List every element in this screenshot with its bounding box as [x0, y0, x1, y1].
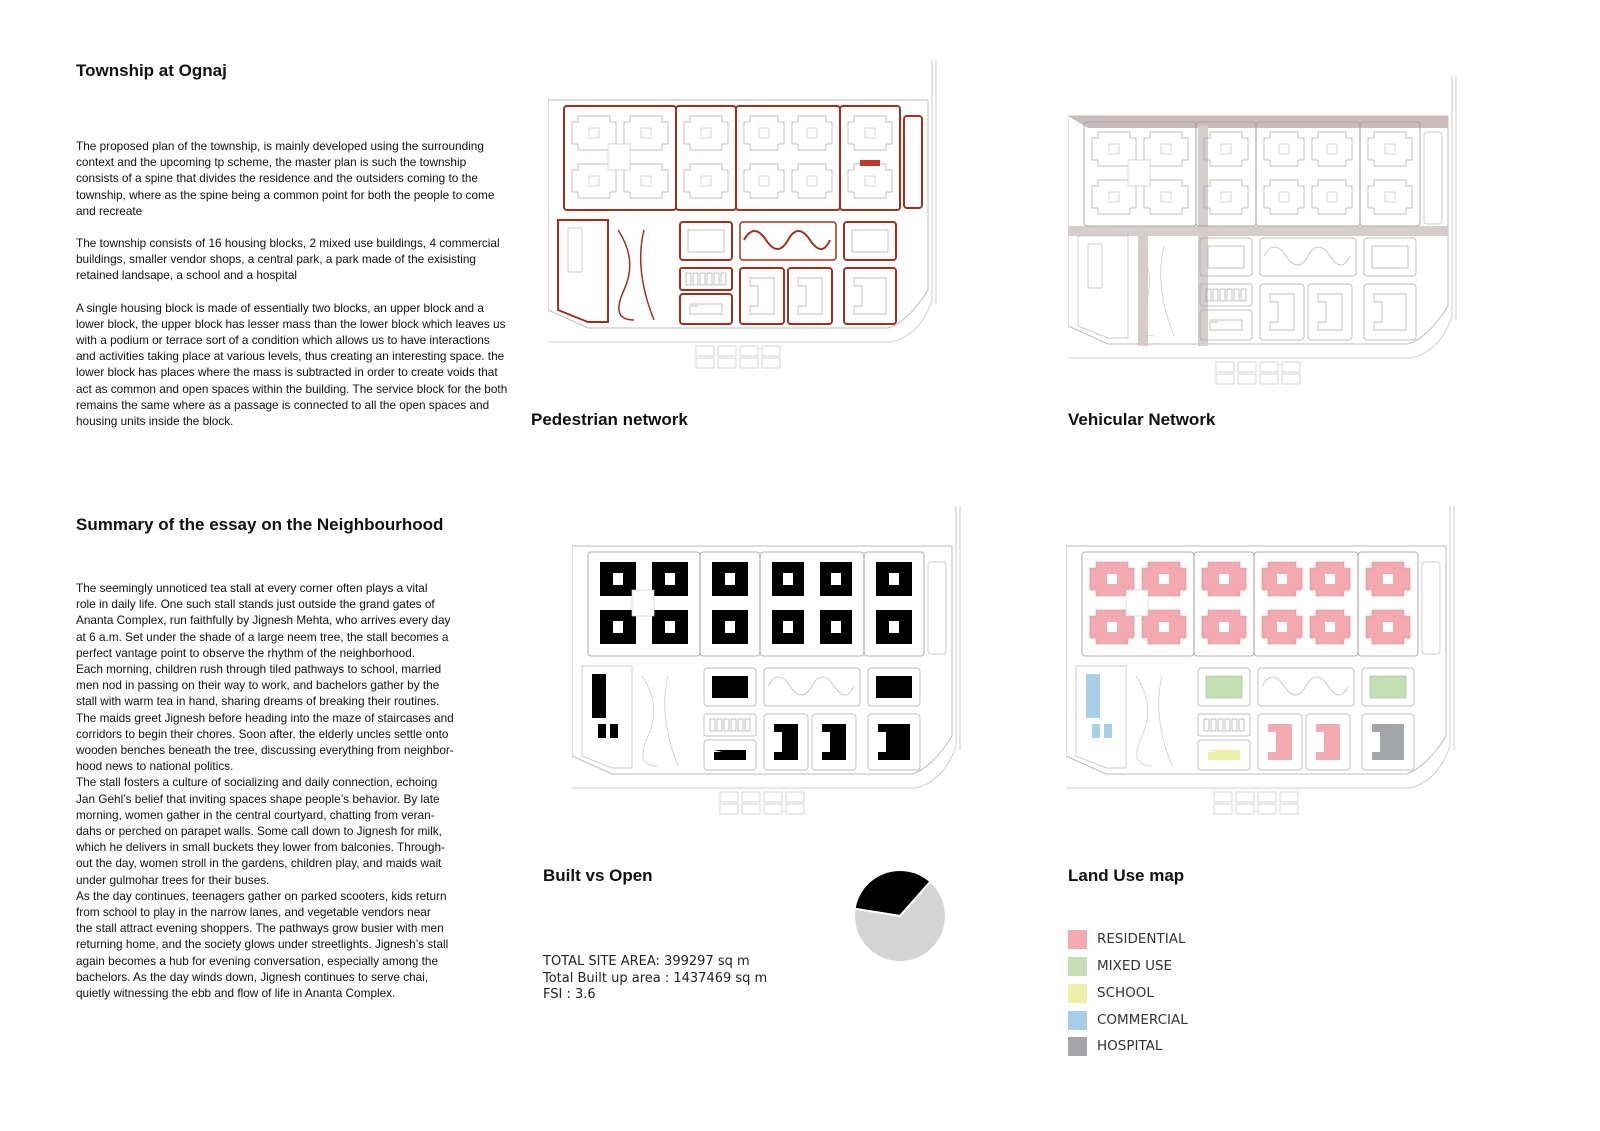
mixed-use-building	[1206, 676, 1242, 698]
vendor-shops-plot	[704, 714, 756, 736]
courtyard-void	[1325, 622, 1335, 632]
housing-block-group	[760, 552, 864, 656]
housing-unit-outline	[1368, 180, 1412, 214]
lower-building	[1208, 750, 1240, 760]
outbuilding	[1260, 374, 1278, 384]
courtyard-void	[1107, 574, 1117, 584]
housing-unit-outline	[1368, 132, 1412, 166]
landscape-path	[641, 230, 654, 320]
block-outline	[736, 106, 840, 210]
landscape-path	[665, 676, 678, 766]
vendor-shop	[721, 273, 726, 285]
outbuilding	[1258, 792, 1276, 802]
central-park-plot	[764, 668, 860, 706]
commercial-building	[1092, 724, 1100, 738]
vendor-shop	[1220, 289, 1225, 301]
lower-plot	[680, 294, 732, 324]
courtyard-outline	[1109, 144, 1119, 154]
land-use-plan	[1066, 506, 1486, 836]
outbuilding	[1238, 374, 1256, 384]
outbuilding	[786, 804, 804, 814]
lower-building	[822, 724, 846, 760]
landscape-path	[1159, 676, 1172, 766]
side-strip	[1424, 132, 1442, 224]
housing-block-group	[700, 552, 760, 656]
courtyard-outline	[701, 176, 711, 186]
courtyard-outline	[1279, 192, 1289, 202]
vehicular-network-plan	[1068, 76, 1488, 406]
built-vs-open-label: Built vs Open	[543, 866, 653, 885]
lower-building	[690, 304, 722, 314]
vehicular-network-label: Vehicular Network	[1068, 410, 1216, 429]
legend-label: RESIDENTIAL	[1097, 931, 1186, 947]
block-outline	[1360, 122, 1420, 226]
lower-building	[1316, 724, 1340, 760]
road-band	[1198, 126, 1208, 226]
vendor-shop	[724, 719, 729, 731]
housing-unit-outline	[744, 164, 784, 198]
vendor-shop	[1225, 719, 1230, 731]
township-paragraph-3: A single housing block is made of essentially two blocks, an upper block and a lower block, the upper block has lesser mass than the lower block which leaves us with a podium or terrace sort of a condition which allows us to have interactions and activities taking place at various levels, thus creating an interesting space. the lower block has places where the mass is subtracted in order to create voids that act as common and open spaces within the building. The service block for the both remains the same where as a passage is connected to all the open spaces and housing units inside the block.	[76, 300, 508, 429]
housing-block-group	[864, 552, 924, 656]
courtyard-outline	[865, 128, 875, 138]
courtyard-void	[1159, 622, 1169, 632]
outbuilding	[718, 358, 736, 368]
housing-unit-outline	[684, 164, 728, 198]
lower-building	[1372, 724, 1404, 760]
courtyard-outline	[1109, 192, 1119, 202]
township-paragraph-1: The proposed plan of the township, is mainly developed using the surrounding context and the upcoming tp scheme, the master plan is such the township consists of a spine that divides the residence and the outsiders coming to the township, where as the spine being a common point for both the people to come and recreate	[76, 139, 495, 218]
central-plaza	[1128, 160, 1150, 186]
outbuilding	[1216, 374, 1234, 384]
vendor-shop	[693, 273, 698, 285]
courtyard-outline	[865, 176, 875, 186]
legend-item-hospital	[1068, 1036, 1162, 1056]
commercial-building	[598, 724, 606, 738]
mixed-use-outline	[1372, 246, 1408, 268]
outbuilding	[696, 358, 714, 368]
lower-building	[1374, 294, 1406, 330]
legend-item-school	[1068, 983, 1154, 1003]
section-title-essay: Summary of the essay on the Neighbourhood	[76, 515, 444, 534]
road-band	[1198, 236, 1208, 346]
side-strip	[1422, 562, 1440, 654]
outbuilding	[762, 358, 780, 368]
mixed-use-building	[712, 676, 748, 698]
essay-text: The seemingly unnoticed tea stall at every corner often plays a vital role in daily life. One such stall stands just outside the grand gates of Ananta Complex, run faithfully by Jignesh Mehta, who arrives every day at 6 a.m. Set under the shade of a large neem tree, the stall becomes a perfect vantage point to observe the rhythm of the neighborhood. Each morning, children rush through tiled pathways to school, married men nod in passing on their way to work, and bachelors gather by the stall with warm tea in hand, sharing dreams of breaking their routines. The maids greet Jignesh before heading into the maze of staircases and corridors to begin their chores. Soon after, the elderly uncles settle onto wooden benches beneath the tree, discussing everything from neighbor- hood news to national politics. The stall fosters a culture of socializing and daily connection, echoing Jan Gehl’s belief that inviting spaces shape people’s behavior. By late morning, women gather in the central courtyard, chatting from veran- dahs or perched on parapet walls. Some call down to Jignesh for milk, which he delivers in small buckets they lower from balconies. Through- out the day, women stroll in the gardens, children play, and maids wait under gulmohar trees for their buses. As the day continues, teenagers gather on parked scooters, kids return from school to play in the narrow lanes, and vegetable vendors near the stall attract evening shoppers. The pathways grow busier with men returning home, and the society glows under streetlights. Jignesh’s stall again becomes a hub for evening conversation, especially among the bachelors. As the day winds down, Jignesh continues to serve chai, quietly witnessing the ebb and flow of life in Ananta Complex.	[76, 581, 454, 1001]
vendor-shop	[710, 719, 715, 731]
vendor-shop	[1241, 289, 1246, 301]
outbuilding	[1282, 374, 1300, 384]
legend-swatch	[1068, 957, 1087, 976]
housing-unit-outline	[684, 116, 728, 150]
courtyard-void	[665, 573, 675, 585]
housing-unit-outline	[792, 164, 832, 198]
courtyard-outline	[701, 128, 711, 138]
housing-unit-outline	[1144, 132, 1188, 166]
lower-plot	[740, 268, 784, 324]
lower-plot	[788, 268, 832, 324]
central-plaza	[608, 144, 630, 170]
mixed-use-building	[876, 676, 912, 698]
built-vs-open-plan	[572, 506, 992, 836]
central-park-plot	[1258, 668, 1354, 706]
commercial-building	[592, 674, 606, 718]
site-statistics	[543, 954, 767, 1004]
legend-label: COMMERCIAL	[1097, 1012, 1188, 1028]
commercial-building	[1086, 674, 1100, 718]
courtyard-outline	[1385, 192, 1395, 202]
landscape-path	[618, 230, 634, 320]
outbuilding	[1282, 362, 1300, 372]
fsi-value: FSI : 3.6	[543, 987, 596, 1002]
outbuilding	[1260, 362, 1278, 372]
courtyard-outline	[1385, 144, 1395, 154]
housing-unit-outline	[1204, 180, 1248, 214]
vendor-shop	[714, 273, 719, 285]
central-plaza	[1126, 590, 1148, 616]
central-park-path	[1264, 247, 1350, 265]
outbuilding	[742, 804, 760, 814]
outbuilding	[1214, 792, 1232, 802]
courtyard-outline	[1221, 144, 1231, 154]
courtyard-void	[1383, 622, 1393, 632]
courtyard-void	[783, 621, 793, 633]
mixed-use-outline	[688, 230, 724, 252]
commercial-outline	[568, 228, 582, 272]
vendor-shop	[700, 273, 705, 285]
site-boundary	[548, 100, 928, 328]
township-paragraph-2: The township consists of 16 housing blocks, 2 mixed use buildings, 4 commercial buildings, smaller vendor shops, a central park, a park made of the exisisting retained landsape, a school and a hospital	[76, 236, 500, 283]
courtyard-void	[613, 573, 623, 585]
vendor-shop	[745, 719, 750, 731]
housing-unit-outline	[1264, 132, 1304, 166]
vendor-shops-plot	[680, 268, 732, 290]
mixed-use-building	[1370, 676, 1406, 698]
outbuilding	[786, 792, 804, 802]
vendor-shop	[731, 719, 736, 731]
lower-building	[750, 278, 774, 314]
mixed-use-outline	[852, 230, 888, 252]
vendor-shop	[1204, 719, 1209, 731]
courtyard-void	[1277, 574, 1287, 584]
block-outline	[1256, 122, 1360, 226]
courtyard-void	[831, 573, 841, 585]
lower-building	[854, 278, 886, 314]
courtyard-outline	[759, 128, 769, 138]
lower-plot	[1364, 284, 1416, 340]
courtyard-outline	[1327, 192, 1337, 202]
vendor-shop	[686, 273, 691, 285]
housing-block-group	[1256, 122, 1360, 226]
mixed-use-outline	[1208, 246, 1244, 268]
outbuilding	[720, 792, 738, 802]
courtyard-void	[1219, 622, 1229, 632]
courtyard-void	[725, 621, 735, 633]
side-strip	[928, 562, 946, 654]
housing-unit-outline	[624, 164, 668, 198]
commercial-building	[610, 724, 618, 738]
legend-swatch	[1068, 1037, 1087, 1056]
outbuilding	[720, 804, 738, 814]
outbuilding	[762, 346, 780, 356]
vendor-shops-plot	[1198, 714, 1250, 736]
legend-swatch	[1068, 930, 1087, 949]
commercial-zone	[1076, 666, 1126, 768]
courtyard-void	[1325, 574, 1335, 584]
built-vs-open-pie-chart	[850, 866, 950, 966]
township-description	[76, 138, 511, 445]
central-park-path	[744, 231, 830, 249]
vendor-shop	[738, 719, 743, 731]
courtyard-outline	[1161, 192, 1171, 202]
central-park-path	[768, 677, 854, 695]
lower-building	[1318, 294, 1342, 330]
lower-building	[1210, 320, 1242, 330]
outbuilding	[1258, 804, 1276, 814]
housing-unit-outline	[1204, 132, 1248, 166]
lower-plot	[1308, 284, 1352, 340]
plan-group	[1068, 76, 1456, 384]
section-title-township: Township at Ognaj	[76, 61, 227, 80]
courtyard-outline	[1327, 144, 1337, 154]
outbuilding	[1280, 792, 1298, 802]
housing-block-group	[1254, 552, 1358, 656]
lower-building	[1268, 724, 1292, 760]
courtyard-outline	[1161, 144, 1171, 154]
outbuilding	[718, 346, 736, 356]
total-site-area: TOTAL SITE AREA: 399297 sq m	[543, 954, 750, 969]
vendor-shop	[717, 719, 722, 731]
plan-group	[548, 60, 936, 368]
vendor-shop	[707, 273, 712, 285]
road-band	[1068, 226, 1448, 236]
legend-label: HOSPITAL	[1097, 1038, 1163, 1054]
outbuilding	[740, 346, 758, 356]
courtyard-void	[889, 573, 899, 585]
housing-unit-outline	[848, 116, 892, 150]
side-strip	[904, 116, 922, 208]
legend-label: SCHOOL	[1097, 985, 1154, 1001]
lower-building	[1270, 294, 1294, 330]
vendor-shop	[1213, 289, 1218, 301]
vendor-shop	[1227, 289, 1232, 301]
outbuilding	[1238, 362, 1256, 372]
courtyard-void	[783, 573, 793, 585]
commercial-zone	[558, 220, 608, 322]
legend-swatch	[1068, 1011, 1087, 1030]
landscape-path	[642, 676, 658, 766]
vendor-shop	[1211, 719, 1216, 731]
housing-unit-outline	[744, 116, 784, 150]
commercial-zone	[582, 666, 632, 768]
housing-unit-outline	[624, 116, 668, 150]
commercial-building	[1104, 724, 1112, 738]
plan-group	[572, 506, 960, 814]
housing-block-group	[1358, 552, 1418, 656]
outbuilding	[696, 346, 714, 356]
block-outline	[676, 106, 736, 210]
housing-block-group	[1360, 122, 1420, 226]
housing-unit-outline	[1312, 132, 1352, 166]
block-outline	[840, 106, 900, 210]
legend-swatch	[1068, 984, 1087, 1003]
pedestrian-network-plan	[548, 60, 968, 400]
housing-unit-outline	[1144, 180, 1188, 214]
courtyard-outline	[641, 176, 651, 186]
vendor-shop	[1239, 719, 1244, 731]
legend-item-residential	[1068, 929, 1185, 949]
lower-building	[798, 278, 822, 314]
land-use-map-label: Land Use map	[1068, 866, 1185, 885]
plan-group	[1066, 506, 1454, 814]
commercial-outline	[1088, 244, 1102, 288]
commercial-zone	[1078, 236, 1128, 338]
outbuilding	[1214, 804, 1232, 814]
outbuilding	[1280, 804, 1298, 814]
housing-block-group	[1194, 552, 1254, 656]
pedestrian-network-label: Pedestrian network	[531, 410, 688, 429]
outbuilding	[1216, 362, 1234, 372]
outbuilding	[1236, 804, 1254, 814]
courtyard-void	[665, 621, 675, 633]
legend-item-mixed-use	[1068, 956, 1172, 976]
courtyard-void	[831, 621, 841, 633]
courtyard-outline	[807, 176, 817, 186]
spine-marker	[860, 160, 880, 166]
courtyard-outline	[759, 176, 769, 186]
housing-unit-outline	[792, 116, 832, 150]
courtyard-void	[1219, 574, 1229, 584]
outbuilding	[1236, 792, 1254, 802]
central-plaza	[632, 590, 654, 616]
housing-unit-outline	[1264, 180, 1304, 214]
housing-unit-outline	[1312, 180, 1352, 214]
outbuilding	[742, 792, 760, 802]
legend-item-commercial	[1068, 1010, 1188, 1030]
vendor-shop	[1232, 719, 1237, 731]
outbuilding	[740, 358, 758, 368]
lower-plot	[844, 268, 896, 324]
courtyard-outline	[807, 128, 817, 138]
outbuilding	[764, 804, 782, 814]
courtyard-void	[1383, 574, 1393, 584]
lower-plot	[1260, 284, 1304, 340]
housing-unit-outline	[848, 164, 892, 198]
central-park-plot	[1260, 238, 1356, 276]
landscape-path	[1136, 676, 1152, 766]
courtyard-void	[1277, 622, 1287, 632]
outbuilding	[764, 792, 782, 802]
vendor-shop	[1218, 719, 1223, 731]
central-park-path	[1262, 677, 1348, 695]
housing-block-group	[736, 106, 840, 210]
lower-building	[774, 724, 798, 760]
courtyard-void	[889, 621, 899, 633]
lower-building	[714, 750, 746, 760]
courtyard-void	[1159, 574, 1169, 584]
courtyard-outline	[1221, 192, 1231, 202]
courtyard-void	[1107, 622, 1117, 632]
courtyard-void	[725, 573, 735, 585]
total-built-up-area: Total Built up area : 1437469 sq m	[543, 970, 768, 986]
housing-block-group	[676, 106, 736, 210]
courtyard-outline	[589, 176, 599, 186]
lower-building	[878, 724, 910, 760]
courtyard-void	[613, 621, 623, 633]
legend-label: MIXED USE	[1097, 958, 1173, 974]
housing-block-group	[840, 106, 900, 210]
courtyard-outline	[641, 128, 651, 138]
courtyard-outline	[1279, 144, 1289, 154]
landscape-path	[1161, 246, 1174, 336]
vendor-shop	[1234, 289, 1239, 301]
courtyard-outline	[589, 128, 599, 138]
